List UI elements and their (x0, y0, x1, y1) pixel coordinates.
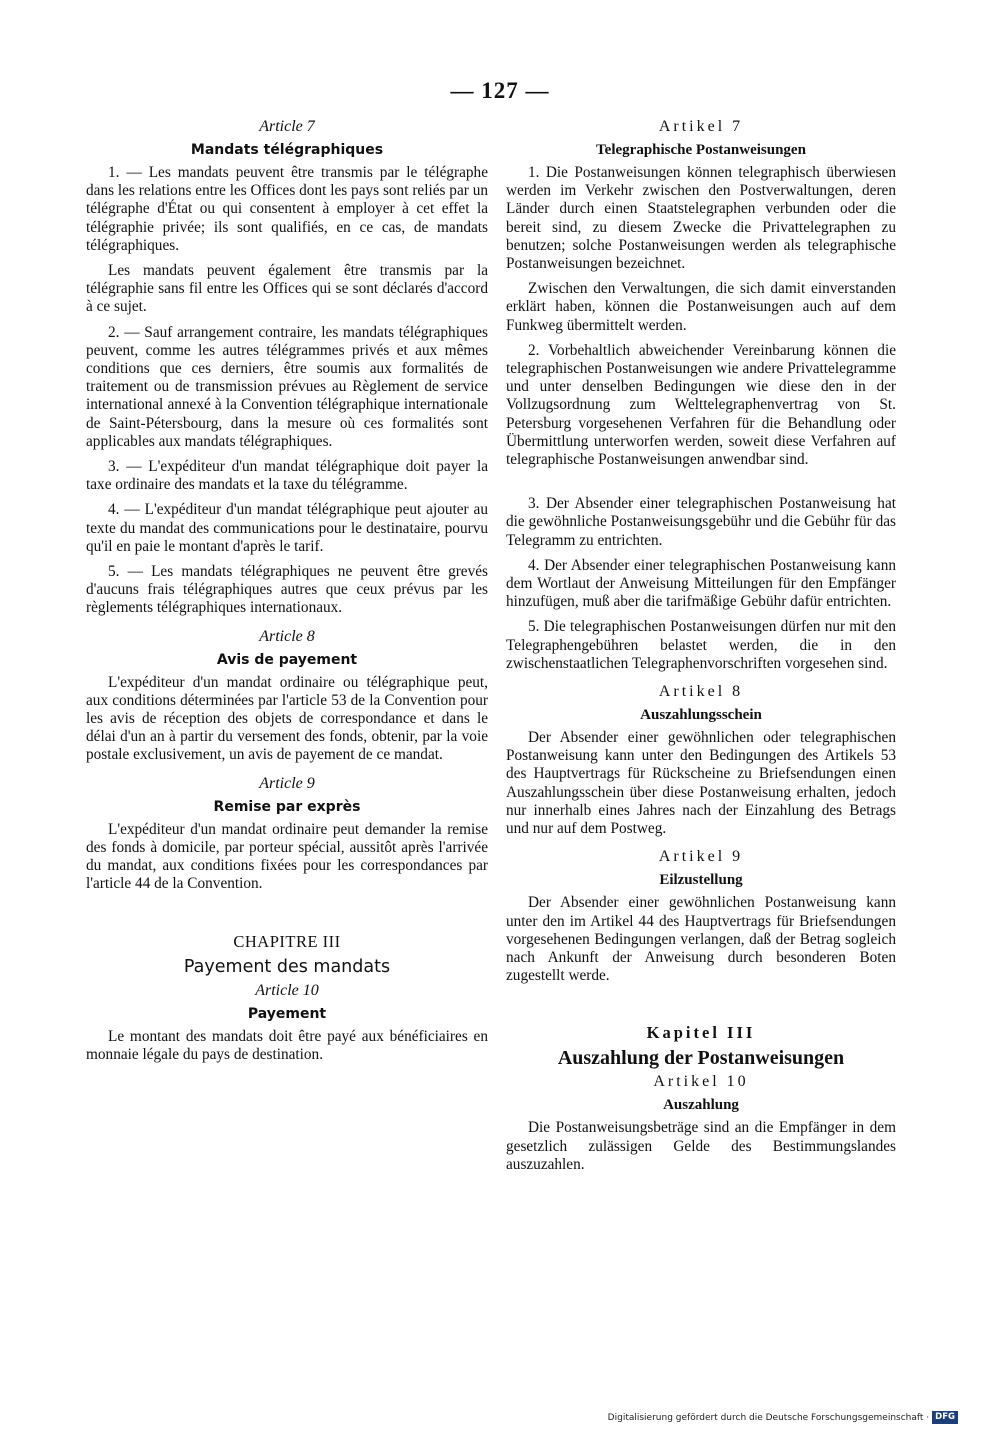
fr-article-7-title: Article 7 (259, 118, 315, 135)
de-article-9-heading: Eilzustellung (659, 872, 743, 889)
fr-article-8-para-1: L'expéditeur d'un mandat ordinaire ou télégraphique peut, aux conditions déterminées par l'article 53 de la Convention pour les avis de réception des objets de correspondance et dans le délai d'un an à partir du versement des fonds, obtenir, par la voie postale exclusivement, un avis de payement de ce mandat. (86, 673, 488, 764)
fr-article-7-para-2: Les mandats peuvent également être transmis par la télégraphie sans fil entre les Offices qui se sont déclarés d'accord à ce sujet. (86, 262, 488, 316)
de-chapter-title: Auszahlung der Postanweisungen (557, 1047, 845, 1070)
de-article-7-para-6: 5. Die telegraphischen Postanweisungen dürfen nur mit den Telegraphengebühren belastet werden, die in den zwischenstaatlichen Telegraphenvorschriften vorgesehen sind. (506, 618, 896, 672)
fr-chapter-title: Payement des mandats (183, 956, 391, 977)
french-column (86, 116, 488, 1064)
de-article-10-title: Artikel 10 (653, 1073, 749, 1091)
footer-text: Digitalisierung gefördert durch die Deutsche Forschungsgemeinschaft · (607, 1412, 930, 1423)
fr-article-8-title: Article 8 (259, 627, 315, 645)
fr-article-10-title: Article 10 (255, 981, 319, 999)
de-article-9-para-1: Der Absender einer gewöhnlichen Postanweisung kann unter den im Artikel 44 des Hauptvertrags für Briefsendungen vorgesehenen Bedingungen verlangen, daß der Betrag sogleich nach Ankunft der Anweisung durch besonderen Boten zugestellt werde. (506, 894, 896, 985)
fr-article-7-para-1: 1. — Les mandats peuvent être transmis par le télégraphe dans les relations entre les Offices dont les pays sont reliés par un télégraphe d'État ou qui consentent à employer à cet effet la télégraphie privée; ils sont qualifiés, en ce cas, de mandats télégraphiques. (86, 164, 488, 254)
fr-article-9-title: Article 9 (259, 774, 315, 792)
fr-article-9-para-1: L'expéditeur d'un mandat ordinaire peut demander la remise des fonds à domicile, par porteur spécial, aussitôt après l'arrivée du mandat, aux conditions fixées pour les correspondances par l'article 44 de la Convention. (86, 820, 488, 893)
de-article-7-para-1: 1. Die Postanweisungen können telegraphisch überwiesen werden im Verkehr zwischen den Postverwaltungen, deren Länder durch einen Staatstelegraphen verbunden oder die bereit sind, zu diesem Zwecke die Privattelegraphen zu benutzen; solche Postanweisungen werden als telegraphische Postanweisungen bezeichnet. (506, 164, 896, 273)
footer (608, 1411, 958, 1424)
german-column (506, 116, 896, 1174)
fr-article-7-heading: Mandats télégraphiques (190, 142, 384, 158)
de-chapter-label: Kapitel III (646, 1023, 756, 1043)
dfg-logo: DFG (932, 1411, 958, 1424)
de-article-7-para-2: Zwischen den Verwaltungen, die sich damit einverstanden erklärt haben, können die Postanweisungen auch auf dem Funkweg übermittelt werden. (506, 280, 896, 334)
de-article-7-para-5: 4. Der Absender einer telegraphischen Postanweisung kann dem Wortlaut der Anweisung Mitteilungen für den Empfänger hinzufügen, muß aber die tarifmäßige Gebühr dafür entrichten. (506, 556, 896, 611)
de-article-8-title: Artikel 8 (658, 683, 744, 701)
de-article-7-para-4: 3. Der Absender einer telegraphischen Postanweisung hat die gewöhnliche Postanweisungsgebühr und die Gebühr für das Telegramm zu entrichten. (506, 495, 896, 549)
fr-article-7-para-6: 5. — Les mandats télégraphiques ne peuvent être grevés d'aucuns frais télégraphiques autres que ceux prévus par les règlements télégraphiques internationaux. (86, 563, 488, 617)
fr-article-8-heading: Avis de payement (216, 651, 358, 668)
page-number: — 127 — (450, 78, 550, 103)
de-article-8-para-1: Der Absender einer gewöhnlichen oder telegraphischen Postanweisung kann unter den Bedingungen des Artikels 53 des Hauptvertrags für Rückscheine zu Briefsendungen einen Auszahlungsschein über diese Postanweisung erhalten, jedoch nur innerhalb eines Jahres nach der Einzahlung des Betrags und nur auf dem Postweg. (506, 729, 896, 838)
fr-article-7-para-3: 2. — Sauf arrangement contraire, les mandats télégraphiques peuvent, comme les autres télégrammes privés et aux mêmes conditions que ces derniers, être soumis aux formalités de traitement ou de transmission prévues au Règlement de service international annexé à la Convention télégraphique internationale de Saint-Pétersbourg, dans la mesure où ces formalités sont applicables aux mandats télégraphiques. (86, 323, 488, 450)
de-article-10-para-1: Die Postanweisungsbeträge sind an die Empfänger in dem gesetzlich zulässigen Gelde des Bestimmungslandes auszuzahlen. (506, 1119, 896, 1173)
de-article-7-para-3: 2. Vorbehaltlich abweichender Vereinbarung können die telegraphischen Postanweisungen wie andere Privattelegramme und unter denselben Bedingungen wie diese den in der Vollzugsordnung zum Welttelegraphenvertrag von St. Petersburg vorgesehenen Verfahren für die Behandlung oder Übermittlung unterworfen werden, soweit diese Verfahren auf telegraphische Postanweisungen anwendbar sind. (506, 341, 896, 469)
de-article-8-heading: Auszahlungsschein (640, 707, 762, 724)
fr-article-10-heading: Payement (247, 1005, 327, 1022)
de-article-10-heading: Auszahlung (663, 1097, 739, 1114)
fr-article-10-para-1: Le montant des mandats doit être payé aux bénéficiaires en monnaie légale du pays de destination. (86, 1027, 488, 1063)
de-article-7-title: Artikel 7 (658, 118, 744, 135)
fr-article-9-heading: Remise par exprès (213, 798, 361, 815)
fr-article-7-para-4: 3. — L'expéditeur d'un mandat télégraphique doit payer la taxe ordinaire des mandats et la taxe du télégramme. (86, 458, 488, 494)
de-article-7-heading: Telegraphische Postanweisungen (596, 142, 806, 158)
fr-chapter-label: CHAPITRE III (233, 931, 341, 951)
fr-article-7-para-5: 4. — L'expéditeur d'un mandat télégraphique peut ajouter au texte du mandat des communications pour le destinataire, pourvu qu'il en paie le montant d'après le tarif. (86, 501, 488, 555)
de-article-9-title: Artikel 9 (658, 848, 744, 866)
